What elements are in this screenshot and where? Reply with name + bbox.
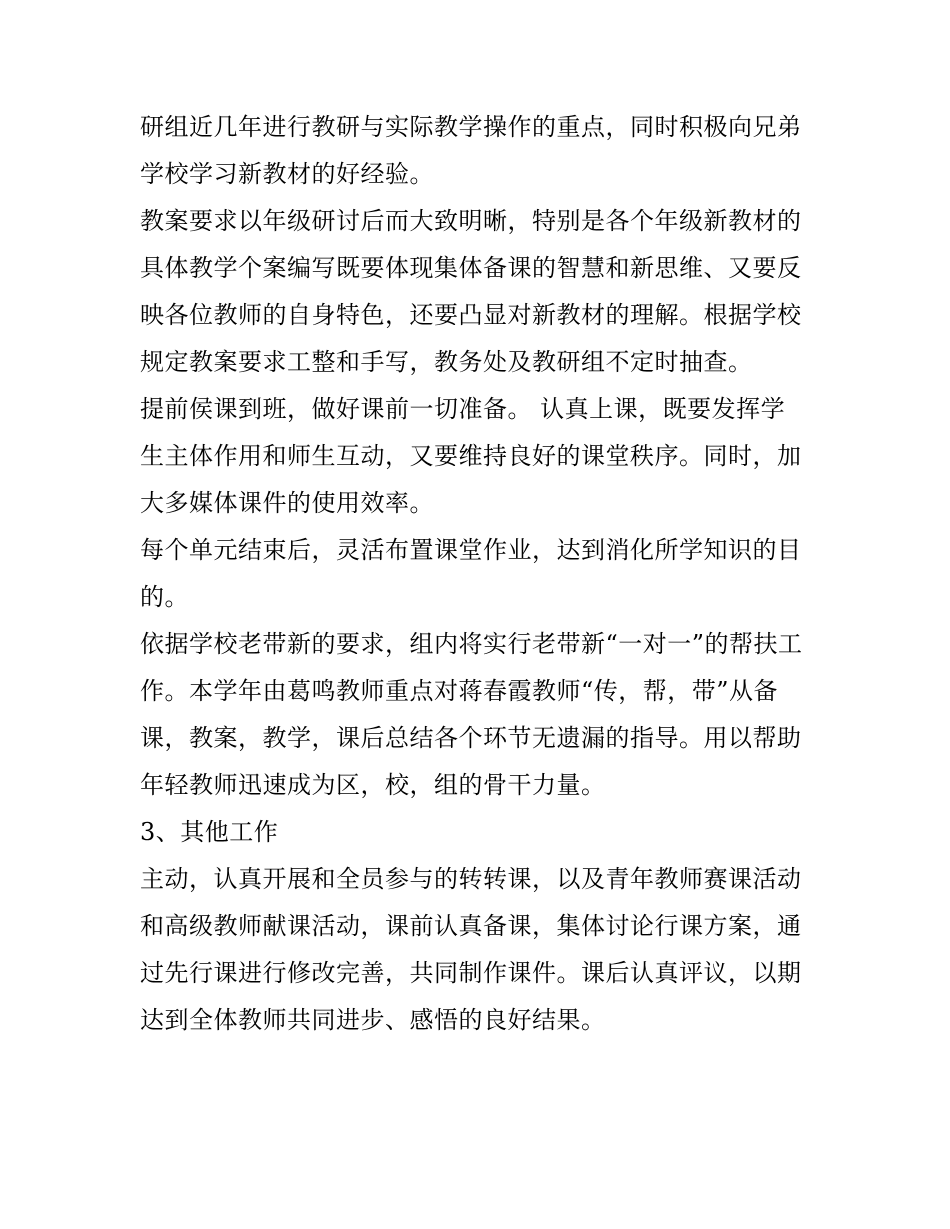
- text-line: 生主体作用和师生互动，又要维持良好的课堂秩序。同时，加: [140, 442, 802, 470]
- paragraph-4: [140, 527, 820, 621]
- heading-line: 3、其他工作: [140, 818, 279, 846]
- document-body: [140, 104, 820, 1044]
- text-line: 依据学校老带新的要求，组内将实行老带新“一对一”的帮扶工: [140, 630, 803, 658]
- text-line: 过先行课进行修改完善，共同制作课件。课后认真评议，以期: [140, 959, 802, 987]
- paragraph-6: [140, 856, 820, 1044]
- text-line: 提前侯课到班，做好课前一切准备。 认真上课，既要发挥学: [140, 395, 786, 423]
- text-line: 规定教案要求工整和手写，教务处及教研组不定时抽查。: [140, 348, 753, 376]
- text-line: 教案要求以年级研讨后而大致明晰，特别是各个年级新教材的: [140, 207, 802, 235]
- text-line: 和高级教师献课活动，课前认真备课，集体讨论行课方案，通: [140, 912, 802, 940]
- paragraph-2: [140, 198, 820, 386]
- text-line: 达到全体教师共同进步、感悟的良好结果。: [140, 1006, 606, 1034]
- text-line: 每个单元结束后，灵活布置课堂作业，达到消化所学知识的目: [140, 536, 802, 564]
- text-line: 年轻教师迅速成为区，校，组的骨干力量。: [140, 771, 606, 799]
- text-line: 研组近几年进行教研与实际教学操作的重点，同时积极向兄弟: [140, 113, 802, 141]
- text-line: 大多媒体课件的使用效率。: [140, 489, 434, 517]
- section-heading: [140, 809, 820, 856]
- text-line: 作。本学年由葛鸣教师重点对蒋春霞教师“传，帮，带”从备: [140, 677, 779, 705]
- text-line: 具体教学个案编写既要体现集体备课的智慧和新思维、又要反: [140, 254, 802, 282]
- text-line: 的。: [140, 583, 189, 611]
- paragraph-1: [140, 104, 820, 198]
- paragraph-5: [140, 621, 820, 809]
- text-line: 主动，认真开展和全员参与的转转课，以及青年教师赛课活动: [140, 865, 802, 893]
- paragraph-3: [140, 386, 820, 527]
- text-line: 学校学习新教材的好经验。: [140, 160, 434, 188]
- text-line: 映各位教师的自身特色，还要凸显对新教材的理解。根据学校: [140, 301, 802, 329]
- text-line: 课，教案，教学，课后总结各个环节无遗漏的指导。用以帮助: [140, 724, 802, 752]
